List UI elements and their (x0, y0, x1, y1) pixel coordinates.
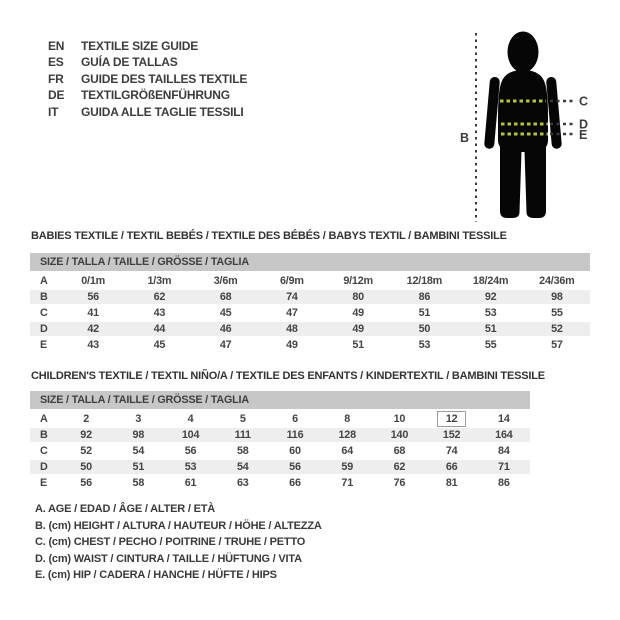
size-cell: 86 (418, 291, 431, 303)
size-cell: 2 (83, 413, 90, 425)
size-cell: 74 (286, 291, 298, 303)
size-cell: 48 (286, 323, 298, 335)
size-cell: 6 (292, 413, 298, 425)
row-label: D (40, 461, 48, 473)
size-cell: 14 (498, 413, 510, 425)
size-cell: 45 (219, 307, 232, 319)
highlighted-size-cell: 12 (437, 411, 467, 427)
size-cell: 86 (498, 477, 510, 489)
size-cell: 68 (393, 445, 406, 457)
lang-title: GUÍA DE TALLAS (81, 55, 178, 70)
babies-table-body (30, 273, 590, 353)
size-cell: 58 (132, 477, 145, 489)
figure-label-height: B (460, 131, 469, 145)
lang-row-fr (48, 71, 247, 87)
legend-line-e: E. (cm) HIP / CADERA / HANCHE / HÜFTE / HIPS (35, 569, 277, 582)
size-cell: 47 (286, 307, 298, 319)
size-cell: 74 (445, 445, 458, 457)
size-cell: 56 (87, 291, 99, 303)
size-cell: 51 (418, 307, 431, 319)
size-cell: 61 (184, 477, 197, 489)
size-cell: 49 (286, 339, 298, 351)
figure-label-hip: E (579, 128, 588, 142)
size-cell: 51 (352, 339, 364, 351)
size-cell: 71 (498, 461, 510, 473)
size-cell: 49 (352, 323, 364, 335)
size-cell: 41 (87, 307, 99, 319)
lang-row-it (48, 104, 247, 120)
size-cell: 24/36m (539, 275, 575, 287)
row-label: C (40, 445, 48, 457)
size-cell: 43 (153, 307, 166, 319)
size-cell: 92 (80, 429, 92, 441)
size-cell: 128 (338, 429, 356, 441)
lang-row-en (48, 38, 247, 54)
children-table-body (30, 411, 530, 491)
size-cell: 52 (551, 323, 563, 335)
size-cell: 18/24m (472, 275, 509, 287)
children-size-table (30, 391, 530, 491)
size-header-bar: SIZE / TALLA / TAILLE / GRÖSSE / TAGLIA (30, 253, 590, 271)
size-cell: 62 (393, 461, 406, 473)
size-cell: 44 (153, 323, 166, 335)
size-cell: 53 (184, 461, 197, 473)
size-cell: 57 (551, 339, 563, 351)
row-label: E (40, 477, 48, 489)
size-header-bar: SIZE / TALLA / TAILLE / GRÖSSE / TAGLIA (30, 391, 530, 409)
figure-label-chest: C (579, 94, 588, 109)
size-cell: 164 (495, 429, 513, 441)
language-title-list (48, 38, 247, 120)
lang-code: FR (48, 71, 64, 86)
size-cell: 55 (551, 307, 563, 319)
size-cell: 66 (289, 477, 301, 489)
size-cell: 56 (184, 445, 197, 457)
measurement-figure (438, 14, 610, 228)
legend-line-a: A. AGE / EDAD / ÂGE / ALTER / ETÀ (35, 503, 216, 515)
size-cell: 4 (187, 413, 194, 425)
size-row-d (30, 321, 590, 337)
lang-row-de (48, 87, 247, 103)
row-label: B (40, 291, 48, 303)
size-cell: 3 (135, 413, 142, 425)
lang-title: TEXTILGRÖßENFÜHRUNG (81, 88, 230, 103)
size-cell: 51 (132, 461, 145, 473)
size-cell: 116 (286, 429, 304, 441)
size-row-d (30, 459, 530, 475)
size-cell: 98 (132, 429, 145, 441)
size-cell: 56 (80, 477, 92, 489)
size-cell: 47 (219, 339, 232, 351)
size-cell: 1/3m (147, 275, 172, 287)
size-cell: 58 (236, 445, 249, 457)
size-cell: 8 (344, 413, 351, 425)
row-label: B (40, 429, 48, 441)
size-cell (426, 411, 478, 427)
legend-line-c: C. (cm) CHEST / PECHO / POITRINE / TRUHE / PETTO (35, 536, 306, 549)
size-row-c (30, 443, 530, 459)
size-cell: 55 (484, 339, 497, 351)
measurement-legend (35, 501, 322, 584)
row-label: E (40, 339, 48, 351)
lang-row-es (48, 54, 247, 70)
size-cell: 84 (498, 445, 510, 457)
size-cell: 49 (352, 307, 364, 319)
row-label: D (40, 323, 48, 335)
size-row-b (30, 427, 530, 443)
lang-title: GUIDE DES TAILLES TEXTILE (81, 71, 248, 86)
size-cell: 45 (153, 339, 166, 351)
size-row-b (30, 289, 590, 305)
size-cell: 50 (418, 323, 431, 335)
size-cell: 59 (341, 461, 354, 473)
size-cell: 50 (80, 461, 92, 473)
size-cell: 3/6m (213, 275, 238, 287)
size-cell: 66 (445, 461, 458, 473)
size-cell: 152 (442, 429, 461, 441)
size-cell: 60 (289, 445, 301, 457)
size-row-c (30, 305, 590, 321)
size-cell: 43 (87, 339, 99, 351)
size-cell: 54 (132, 445, 145, 457)
size-cell: 12/18m (406, 275, 443, 287)
size-cell: 5 (239, 413, 246, 425)
size-cell: 62 (153, 291, 166, 303)
size-row-e (30, 475, 530, 491)
size-cell: 53 (484, 307, 497, 319)
size-cell: 10 (393, 413, 406, 425)
size-cell: 76 (393, 477, 406, 489)
size-cell: 6/9m (279, 275, 304, 287)
lang-code: EN (48, 39, 65, 53)
row-label: A (40, 413, 48, 425)
size-cell: 104 (181, 429, 200, 441)
babies-table-title: BABIES TEXTILE / TEXTIL BEBÉS / TEXTILE DES BÉBÉS / BABYS TEXTIL / BAMBINI TESSILE (31, 230, 507, 242)
row-label: A (40, 275, 48, 287)
size-row-e (30, 337, 590, 353)
size-cell: 92 (484, 291, 497, 303)
lang-code: DE (48, 88, 65, 103)
size-cell: 9/12m (343, 275, 373, 287)
size-cell: 52 (80, 445, 92, 457)
size-cell: 140 (390, 429, 409, 441)
legend-line-d: D. (cm) WAIST / CINTURA / TAILLE / HÜFTUNG / VITA (35, 552, 302, 565)
size-cell: 111 (234, 429, 251, 441)
size-cell: 81 (445, 477, 458, 489)
lang-title: GUIDA ALLE TAGLIE TESSILI (81, 104, 244, 119)
size-cell: 53 (418, 339, 431, 351)
figure-label-waist: D (579, 117, 588, 132)
size-row-a (30, 273, 590, 289)
lang-code: ES (48, 55, 64, 70)
children-table-title: CHILDREN'S TEXTILE / TEXTIL NIÑO/A / TEXTILE DES ENFANTS / KINDERTEXTIL / BAMBINI TESSILE (31, 370, 545, 382)
size-cell: 68 (219, 291, 232, 303)
size-cell: 64 (341, 445, 354, 457)
size-row-a (30, 411, 530, 427)
size-cell: 0/1m (81, 275, 106, 287)
size-cell: 71 (341, 477, 354, 489)
size-cell: 56 (289, 461, 301, 473)
lang-code: IT (48, 104, 59, 119)
size-cell: 98 (551, 291, 563, 303)
row-label: C (40, 307, 48, 319)
size-cell: 51 (484, 323, 497, 335)
size-cell: 80 (352, 291, 364, 303)
size-cell: 42 (87, 323, 99, 335)
size-cell: 63 (236, 477, 249, 489)
babies-size-table (30, 253, 590, 353)
lang-title: TEXTILE SIZE GUIDE (81, 39, 199, 53)
size-cell: 54 (236, 461, 249, 473)
legend-line-b: B. (cm) HEIGHT / ALTURA / HAUTEUR / HÖHE / ALTEZZA (35, 519, 322, 532)
size-cell: 46 (219, 323, 232, 335)
